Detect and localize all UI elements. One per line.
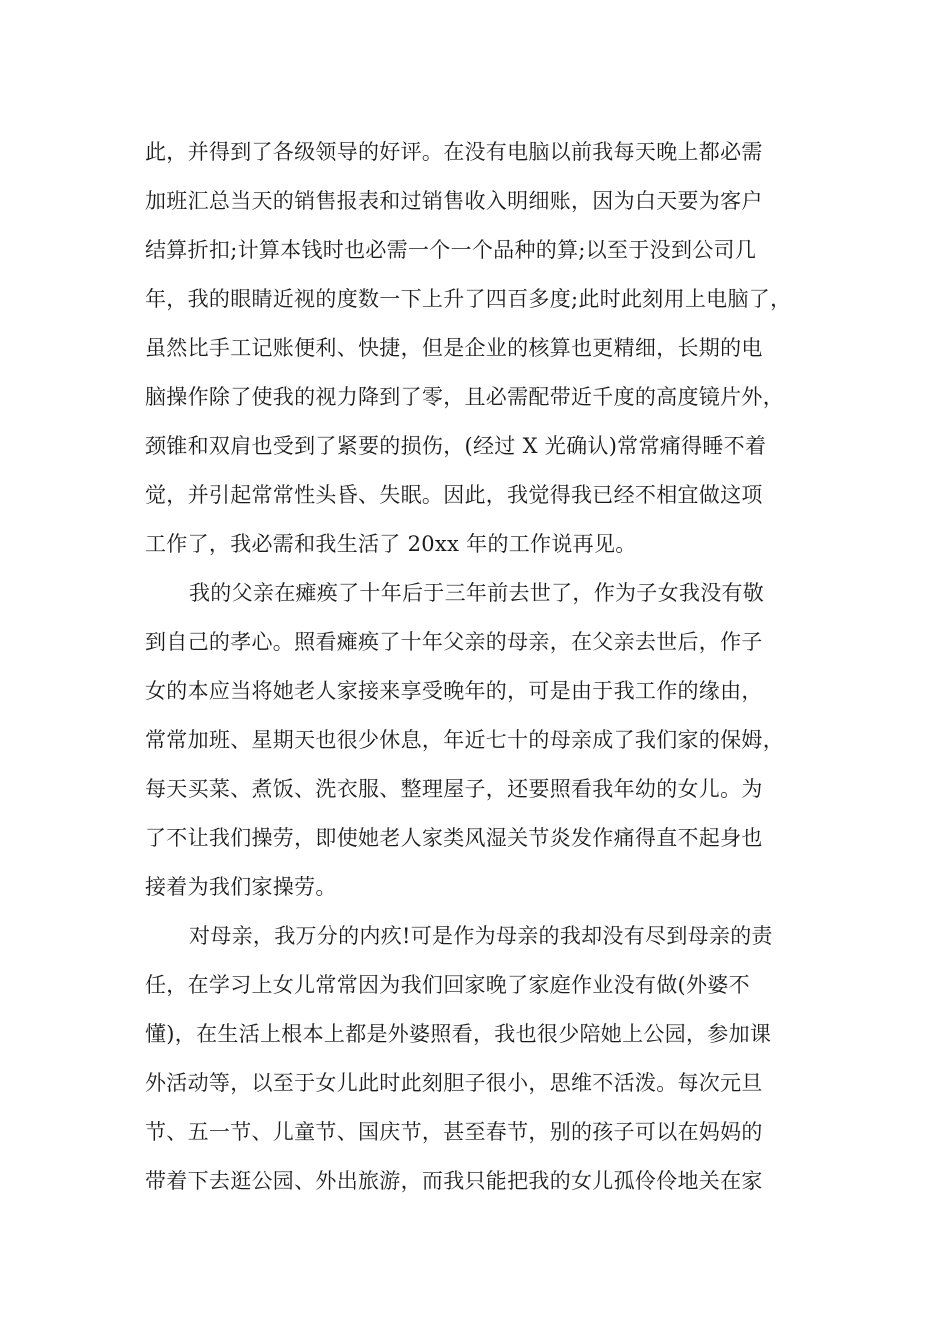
text-line: 虽然比手工记账便利、快捷，但是企业的核算也更精细，长期的电 — [145, 336, 763, 360]
text-line: 每天买菜、煮饭、洗衣服、整理屋子，还要照看我年幼的女儿。为 — [145, 777, 763, 801]
text-line: 常常加班、星期天也很少休息，年近七十的母亲成了我们家的保姆， — [145, 728, 784, 752]
text-line: 加班汇总当天的销售报表和过销售收入明细账，因为白天要为客户 — [145, 189, 763, 213]
text-line: 结算折扣;计算本钱时也必需一个一个品种的算;以至于没到公司几 — [145, 238, 757, 262]
text-line: 此，并得到了各级领导的好评。在没有电脑以前我每天晚上都必需 — [145, 140, 763, 164]
text-line: 带着下去逛公园、外出旅游，而我只能把我的女儿孤伶伶地关在家 — [145, 1169, 763, 1193]
text-line: 我的父亲在瘫痪了十年后于三年前去世了，作为子女我没有敬 — [189, 581, 765, 605]
text-line: 女的本应当将她老人家接来享受晚年的，可是由于我工作的缘由， — [145, 679, 763, 703]
text-line: 到自己的孝心。照看瘫痪了十年父亲的母亲，在父亲去世后，作子 — [145, 630, 763, 654]
text-line: 任，在学习上女儿常常因为我们回家晚了家庭作业没有做(外婆不 — [145, 973, 750, 997]
text-line: 觉，并引起常常性头昏、失眠。因此，我觉得我已经不相宜做这项 — [145, 483, 763, 507]
text-line: 接着为我们家操劳。 — [145, 875, 337, 899]
paragraph-2 — [145, 573, 815, 916]
text-line: 了不让我们操劳，即使她老人家类风湿关节炎发作痛得直不起身也 — [145, 826, 763, 850]
text-line: 对母亲，我万分的内疚!可是作为母亲的我却没有尽到母亲的责 — [189, 924, 773, 948]
paragraph-3 — [145, 916, 815, 1210]
text-line: 脑操作除了使我的视力降到了零，且必需配带近千度的高度镜片外， — [145, 385, 784, 409]
text-line: 工作了，我必需和我生活了 20xx 年的工作说再见。 — [145, 532, 637, 556]
text-line: 年，我的眼睛近视的度数一下上升了四百多度;此时此刻用上电脑了， — [145, 287, 792, 311]
text-line: 懂)，在生活上根本上都是外婆照看，我也很少陪她上公园，参加课 — [145, 1022, 772, 1046]
paragraph-1 — [145, 132, 815, 573]
text-line: 颈锥和双肩也受到了紧要的损伤，(经过 X 光确认)常常痛得睡不着 — [145, 434, 767, 458]
document-body — [145, 132, 815, 1210]
text-line: 节、五一节、儿童节、国庆节，甚至春节，别的孩子可以在妈妈的 — [145, 1120, 763, 1144]
text-line: 外活动等，以至于女儿此时此刻胆子很小，思维不活泼。每次元旦 — [145, 1071, 763, 1095]
